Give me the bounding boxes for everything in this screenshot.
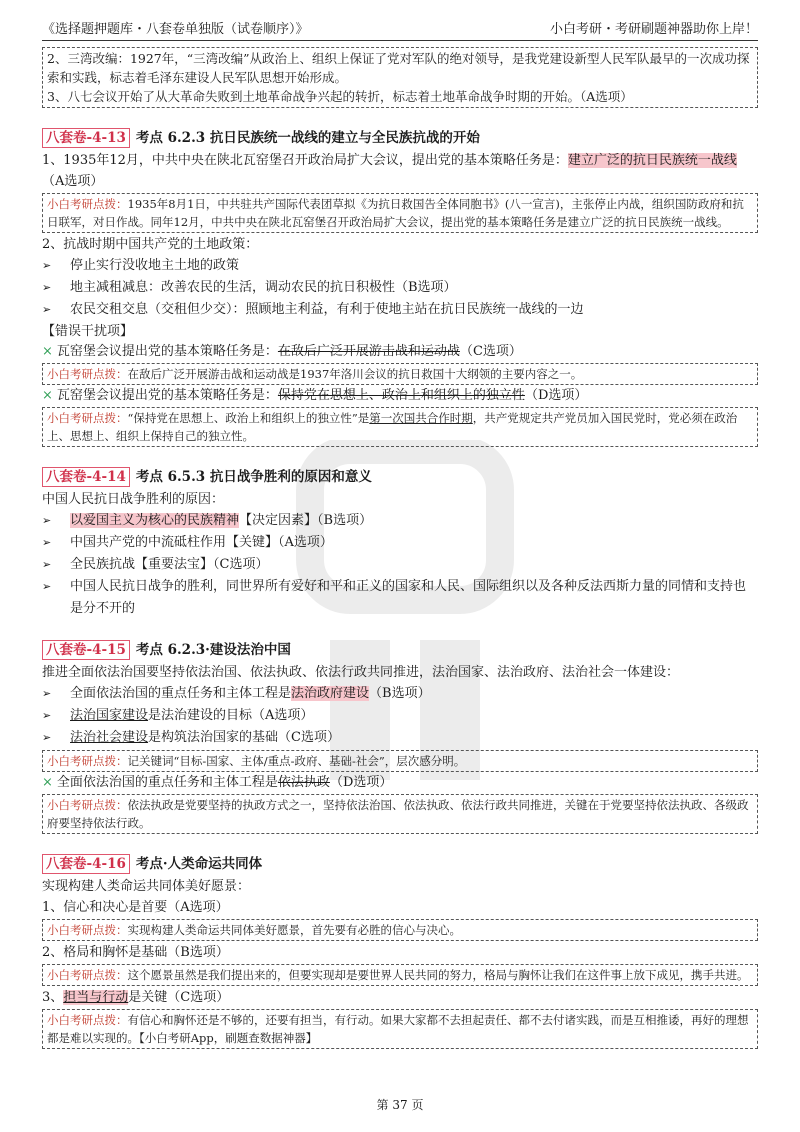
list-item bbox=[42, 705, 758, 727]
highlight-answer: 以爱国主义为核心的民族精神 bbox=[70, 513, 240, 528]
point-line: 1、信心和决心是首要（A选项） bbox=[42, 900, 229, 915]
arrow-bullet-icon: ➢ bbox=[42, 580, 52, 593]
list-item bbox=[42, 554, 758, 576]
text: （D选项） bbox=[524, 388, 588, 403]
point-line: 2、格局和胸怀是基础（B选项） bbox=[42, 945, 229, 960]
bullet-text: 中国人民抗日战争的胜利，同世界所有爱好和平和正义的国家和人民、国际组织以及各种反法西斯力量的同情和支持也是分不开的 bbox=[70, 579, 747, 616]
section-heading: 考点 6.2.3 抗日民族统一战线的建立与全民族抗战的开始 bbox=[135, 130, 480, 146]
tip-text: 这个愿景虽然是我们提出来的，但要实现却是要世界人民共同的努力，格局与胸怀让我们在这件事上放下成见，携手共进。 bbox=[127, 968, 749, 982]
bullet-text: 农民交租交息（交租但少交）：照顾地主利益，有利于使地主站在抗日民族统一战线的一边 bbox=[70, 302, 584, 317]
tip-box bbox=[42, 964, 758, 986]
underlined-text: 法治国家建设 bbox=[70, 708, 149, 723]
intro-line: 中国人民抗日战争胜利的原因： bbox=[42, 492, 225, 507]
page-header bbox=[42, 14, 758, 41]
struck-text: 依法执政 bbox=[277, 775, 330, 790]
tip-box bbox=[42, 363, 758, 385]
tip-box bbox=[42, 193, 758, 233]
tip-box bbox=[42, 794, 758, 834]
tip-label: 小白考研点拨： bbox=[47, 197, 128, 211]
wrong-option bbox=[42, 773, 758, 793]
tip-label: 小白考研点拨： bbox=[47, 798, 128, 812]
section-heading: 考点 6.2.3·建设法治中国 bbox=[135, 642, 291, 658]
text: （C选项） bbox=[459, 344, 522, 359]
tip-label: 小白考研点拨： bbox=[47, 923, 128, 937]
tip-box bbox=[42, 1009, 758, 1049]
page-number: 第 37 页 bbox=[376, 1098, 424, 1112]
highlight-answer: 法治政府建设 bbox=[291, 686, 370, 701]
point-line bbox=[42, 987, 758, 1008]
text: 是关键（C选项） bbox=[128, 990, 230, 1005]
text: 3、 bbox=[42, 990, 64, 1005]
struck-text: 保持党在思想上、政治上和组织上的独立性 bbox=[277, 388, 525, 403]
question-tag: 八套卷-4-14 bbox=[42, 467, 130, 487]
arrow-bullet-icon: ➢ bbox=[42, 558, 52, 571]
bullet-text: 中国共产党的中流砥柱作用【关键】（A选项） bbox=[70, 535, 333, 550]
arrow-bullet-icon: ➢ bbox=[42, 303, 52, 316]
header-left-title: 《选择题押题库・八套卷单独版（试卷顺序）》 bbox=[42, 22, 309, 37]
tip-text: “保持党在思想上、政治上和组织上的独立性”是 bbox=[127, 411, 370, 425]
bullet-text: 地主减租减息：改善农民的生活，调动农民的抗日积极性（B选项） bbox=[70, 280, 457, 295]
underlined-text: 法治社会建设 bbox=[70, 730, 149, 745]
bullet-text: 是法治建设的目标（A选项） bbox=[148, 708, 314, 723]
arrow-bullet-icon: ➢ bbox=[42, 259, 52, 272]
list-item bbox=[42, 510, 758, 532]
section-title-4-13 bbox=[42, 126, 758, 150]
section-title-4-14 bbox=[42, 465, 758, 489]
list-item bbox=[42, 683, 758, 705]
section-heading: 考点·人类命运共同体 bbox=[135, 856, 263, 872]
highlight-answer: 建立广泛的抗日民族统一战线 bbox=[567, 153, 737, 168]
bullet-text: 【决定因素】（B选项） bbox=[239, 513, 373, 528]
text: （D选项） bbox=[329, 775, 393, 790]
wrong-option bbox=[42, 386, 758, 406]
tip-label: 小白考研点拨： bbox=[47, 411, 128, 425]
tip-text: ，共产党规定共产党员加入国民党时，党必须在政治上、思想上、组织上保持自己的独立性。 bbox=[47, 411, 738, 443]
tip-box bbox=[42, 407, 758, 447]
struck-text: 在敌后广泛开展游击战和运动战 bbox=[277, 344, 460, 359]
text: 1、1935年12月，中共中央在陕北瓦窑堡召开政治局扩大会议，提出党的基本策略任务是： bbox=[42, 153, 568, 168]
text: （A选项） bbox=[42, 174, 104, 189]
list-item bbox=[42, 727, 758, 749]
arrow-bullet-icon: ➢ bbox=[42, 281, 52, 294]
bullet-text: 是构筑法治国家的基础（C选项） bbox=[148, 730, 340, 745]
tip-label: 小白考研点拨： bbox=[47, 968, 128, 982]
bullet-text: 停止实行没收地主土地的政策 bbox=[70, 258, 240, 273]
section-title-4-15 bbox=[42, 638, 758, 662]
arrow-bullet-icon: ➢ bbox=[42, 536, 52, 549]
question-tag: 八套卷-4-13 bbox=[42, 128, 130, 148]
arrow-bullet-icon: ➢ bbox=[42, 709, 52, 722]
tip-box bbox=[42, 750, 758, 772]
arrow-bullet-icon: ➢ bbox=[42, 687, 52, 700]
wrong-option bbox=[42, 342, 758, 362]
list-item bbox=[42, 277, 758, 299]
tip-text: 记关键词“目标-国家、主体/重点-政府、基础-社会”，层次感分明。 bbox=[127, 754, 466, 768]
arrow-bullet-icon: ➢ bbox=[42, 731, 52, 744]
bullet-text: 全面依法治国的重点任务和主体工程是 bbox=[70, 686, 292, 701]
list-item bbox=[42, 532, 758, 554]
list-item bbox=[42, 255, 758, 277]
bullet-text: 全民族抗战【重要法宝】（C选项） bbox=[70, 557, 269, 572]
tip-text: 有信心和胸怀还是不够的，还要有担当，有行动。如果大家都不去担起责任、都不去付诸实践，而是互相推诿，再好的理想都是难以实现的。【小白考研App，刷题查数据神器】 bbox=[47, 1013, 749, 1045]
intro-line: 实现构建人类命运共同体美好愿景： bbox=[42, 879, 251, 894]
cross-mark-icon: × bbox=[42, 388, 53, 403]
tip-label: 小白考研点拨： bbox=[47, 754, 128, 768]
tip-text: 1935年8月1日，中共驻共产国际代表团草拟《为抗日救国告全体同胞书》(八一宣言)，主张停止内战，组织国防政府和抗日联军，对日作战。同年12月，中共中央在陕北瓦窑堡召开政治局扩大会议，提出党的基本策略任务是建立广泛的抗日民族统一战线。 bbox=[47, 197, 744, 229]
bullet-text: （B选项） bbox=[369, 686, 431, 701]
header-right-slogan: 小白考研・考研刷题神器助你上岸！ bbox=[549, 22, 758, 37]
underlined-text: 第一次国共合作时期 bbox=[369, 411, 473, 425]
text: 瓦窑堡会议提出党的基本策略任务是： bbox=[56, 388, 278, 403]
note-line-3: 3、八七会议开始了从大革命失败到土地革命战争兴起的转折，标志着土地革命战争时期的开始。（A选项） bbox=[47, 89, 633, 104]
tip-text: 实现构建人类命运共同体美好愿景，首先要有必胜的信心与决心。 bbox=[127, 923, 461, 937]
tip-label: 小白考研点拨： bbox=[47, 367, 128, 381]
intro-line: 推进全面依法治国要坚持依法治国、依法执政、依法行政共同推进，法治国家、法治政府、法治社会一体建设： bbox=[42, 665, 680, 680]
error-heading: 【错误干扰项】 bbox=[42, 324, 134, 339]
tip-label: 小白考研点拨： bbox=[47, 1013, 128, 1027]
question-line bbox=[42, 150, 758, 192]
question-tag: 八套卷-4-16 bbox=[42, 854, 130, 874]
text: 瓦窑堡会议提出党的基本策略任务是： bbox=[56, 344, 278, 359]
continued-notes-box bbox=[42, 47, 758, 108]
page-content bbox=[42, 46, 758, 1050]
list-item bbox=[42, 299, 758, 321]
question-tag: 八套卷-4-15 bbox=[42, 640, 130, 660]
list-item bbox=[42, 576, 758, 620]
cross-mark-icon: × bbox=[42, 775, 53, 790]
section-heading: 考点 6.5.3 抗日战争胜利的原因和意义 bbox=[135, 469, 372, 485]
highlight-answer: 担当与行动 bbox=[63, 990, 129, 1005]
section-title-4-16 bbox=[42, 852, 758, 876]
question-line: 2、抗战时期中国共产党的土地政策： bbox=[42, 237, 259, 252]
tip-text: 依法执政是党要坚持的执政方式之一，坚持依法治国、依法执政、依法行政共同推进，关键在于党要坚持依法执政、各级政府要坚持依法行政。 bbox=[47, 798, 749, 830]
text: 全面依法治国的重点任务和主体工程是 bbox=[56, 775, 278, 790]
tip-text: 在敌后广泛开展游击战和运动战是1937年洛川会议的抗日救国十大纲领的主要内容之一。 bbox=[127, 367, 583, 381]
note-line-2: 2、三湾改编：1927年，“三湾改编”从政治上、组织上保证了党对军队的绝对领导，是我党建设新型人民军队最早的一次成功探索和实践，标志着毛泽东建设人民军队思想开始形成。 bbox=[47, 51, 750, 85]
arrow-bullet-icon: ➢ bbox=[42, 514, 52, 527]
cross-mark-icon: × bbox=[42, 344, 53, 359]
tip-box bbox=[42, 919, 758, 941]
